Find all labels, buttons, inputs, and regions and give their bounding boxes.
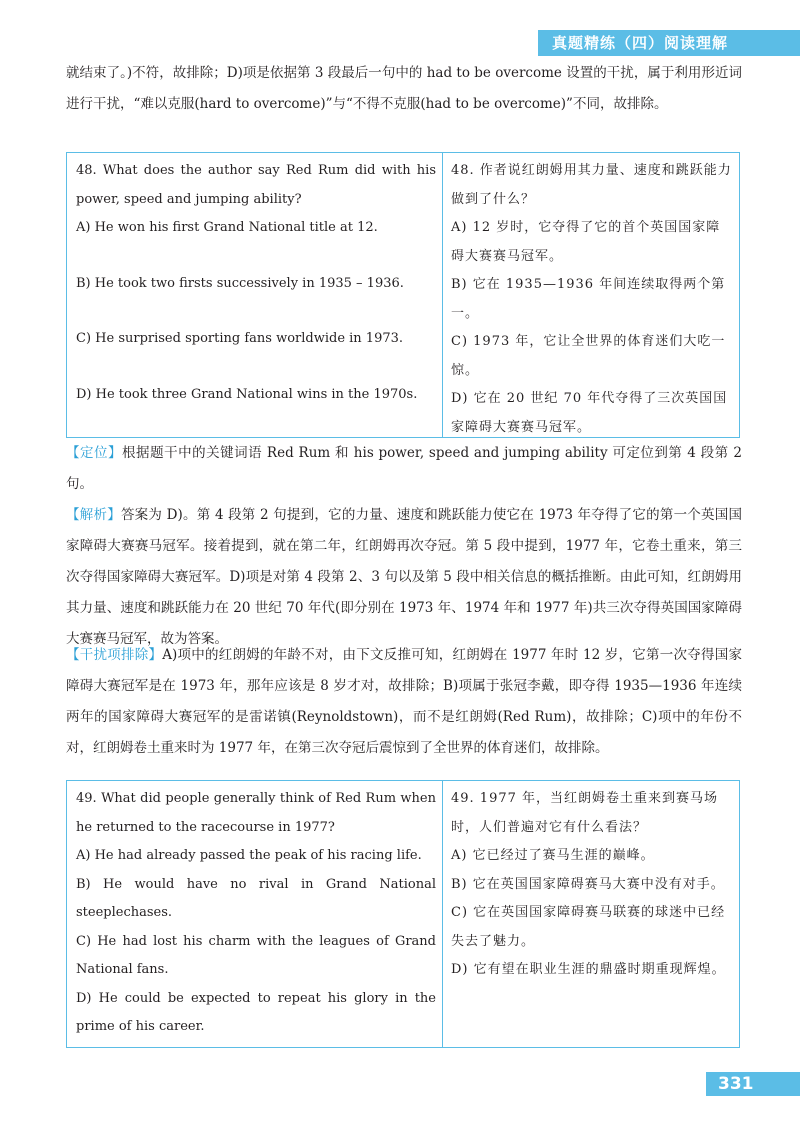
intro-paragraph: 就结束了。)不符，故排除；D)项是依据第 3 段最后一句中的 had to be overcome 设置的干扰，属于利用形近词进行干扰，“难以克服(hard to overcome)”与“不得不克服(had to be overcome)”不同，故排除。 xyxy=(66,65,742,112)
distractor-text: A)项中的红朗姆的年龄不对，由下文反推可知，红朗姆在 1977 年时 12 岁，它第一次夺得国家障碍大赛冠军是在 1973 年，那年应该是 8 岁才对，故排除；B)项属于张冠李戴，即夺得 1935—1936 年连续两年的国家障碍大赛冠军的是雷诺镇(Reynoldstown)，而不是红朗姆(Red Rum)，故排除；C)项中的年份不对，红朗姆卷土重来时为 1977 年，在第三次夺冠后震惊到了全世界的体育迷们，故排除。 xyxy=(66,647,743,756)
distractor-paragraph xyxy=(66,640,742,764)
distractor-tag: 【干扰项排除】 xyxy=(66,647,163,663)
question-48-stem-en: 48. What does the author say Red Rum did with his power, speed and jumping ability? xyxy=(76,163,436,207)
question-49-chinese xyxy=(443,781,739,1047)
option-d-en: D) He took three Grand National wins in the 1970s. xyxy=(76,386,418,402)
question-49-box xyxy=(66,780,740,1048)
option-a-zh: A) 它已经过了赛马生涯的巅峰。 xyxy=(451,848,655,863)
locate-tag: 【定位】 xyxy=(66,445,123,461)
locate-paragraph xyxy=(66,438,742,500)
question-48-english xyxy=(67,153,443,437)
analysis-text: 答案为 D)。第 4 段第 2 句提到，它的力量、速度和跳跃能力使它在 1973 年夺得了它的第一个英国国家障碍大赛赛马冠军。接着提到，就在第二年，红朗姆再次夺冠。第 5 段中提到，1977 年，它卷土重来，第三次夺得国家障碍大赛冠军。D)项是对第 4 段第 2、3 句以及第 5 段中相关信息的概括推断。由此可知，红朗姆用其力量、速度和跳跃能力在 20 世纪 70 年代(即分别在 1973 年、1974 年和 1977 年)共三次夺得英国国家障碍大赛赛马冠军，故为答案。 xyxy=(66,507,743,647)
option-c-en: C) He had lost his charm with the leagues of Grand National fans. xyxy=(76,933,436,977)
option-b-en: B) He would have no rival in Grand National steeplechases. xyxy=(76,876,436,920)
analysis-paragraph xyxy=(66,500,742,655)
option-d-zh: D) 它有望在职业生涯的鼎盛时期重现辉煌。 xyxy=(451,962,726,977)
option-d-en: D) He could be expected to repeat his glory in the prime of his career. xyxy=(76,990,436,1034)
question-49-english xyxy=(67,781,443,1047)
option-a-zh: A) 12 岁时，它夺得了它的首个英国国家障碍大赛赛马冠军。 xyxy=(451,220,721,264)
analysis-tag: 【解析】 xyxy=(66,507,121,523)
question-49-stem-zh: 49. 1977 年，当红朗姆卷土重来到赛马场时，人们普遍对它有什么看法？ xyxy=(451,791,719,835)
option-a-en: A) He won his first Grand National title at 12. xyxy=(76,220,378,235)
option-c-zh: C) 它在英国国家障碍赛马联赛的球迷中已经失去了魅力。 xyxy=(451,905,726,949)
option-d-zh: D) 它在 20 世纪 70 年代夺得了三次英国国家障碍大赛赛马冠军。 xyxy=(451,391,728,435)
option-c-en: C) He surprised sporting fans worldwide in 1973. xyxy=(76,331,404,346)
question-48-stem-zh: 48. 作者说红朗姆用其力量、速度和跳跃能力做到了什么？ xyxy=(451,163,732,207)
question-48-box xyxy=(66,152,740,438)
chapter-header: 真题精练（四）阅读理解 xyxy=(538,30,800,56)
page-number: 331 xyxy=(706,1072,800,1096)
option-b-en: B) He took two firsts successively in 1935 – 1936. xyxy=(76,275,404,291)
question-49-stem-en: 49. What did people generally think of Red Rum when he returned to the racecourse in 1977? xyxy=(76,791,436,835)
option-b-zh: B) 它在英国国家障碍赛马大赛中没有对手。 xyxy=(451,876,725,892)
option-b-zh: B) 它在 1935—1936 年间连续取得两个第一。 xyxy=(451,277,726,321)
question-48-chinese xyxy=(443,153,739,437)
option-c-zh: C) 1973 年，它让全世界的体育迷们大吃一惊。 xyxy=(451,334,726,378)
locate-text: 根据题干中的关键词语 Red Rum 和 his power, speed and jumping ability 可定位到第 4 段第 2 句。 xyxy=(66,445,743,492)
option-a-en: A) He had already passed the peak of his racing life. xyxy=(76,848,422,863)
